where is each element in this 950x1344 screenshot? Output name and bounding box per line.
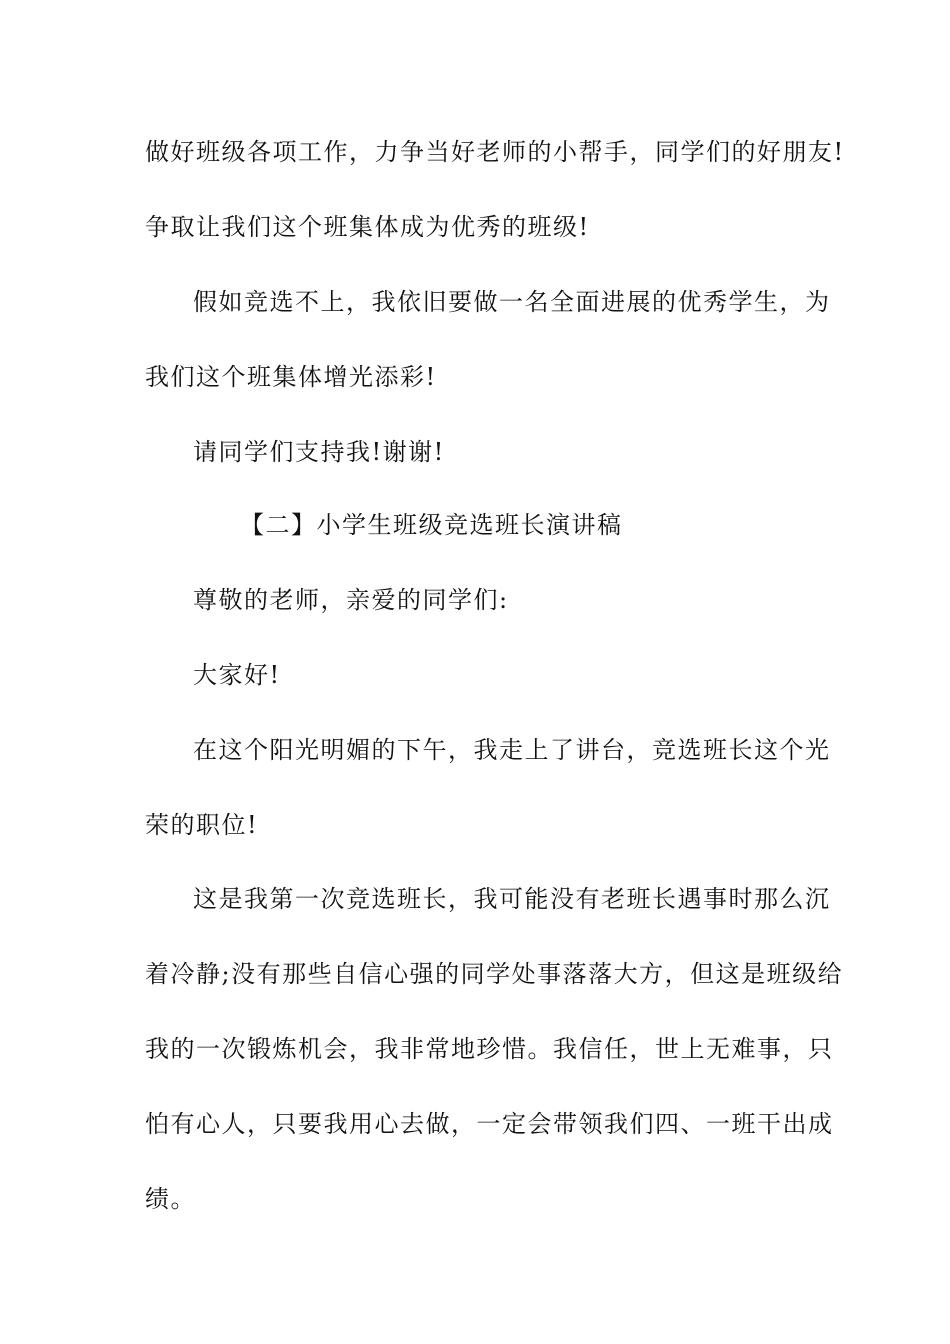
paragraph-line: 我的一次锻炼机会，我非常地珍惜。我信任，世上无难事，只 (145, 1035, 834, 1063)
paragraph-line: 做好班级各项工作，力争当好老师的小帮手，同学们的好朋友! (145, 138, 845, 166)
paragraph-line: 争取让我们这个班集体成为优秀的班级! (145, 213, 590, 241)
greeting: 大家好! (193, 661, 281, 689)
paragraph-line: 绩。 (145, 1185, 196, 1213)
paragraph-line: 这是我第一次竞选班长，我可能没有老班长遇事时那么沉 (193, 885, 831, 913)
section-heading: 【二】小学生班级竞选班长演讲稿 (240, 511, 623, 539)
paragraph-line: 在这个阳光明媚的下午，我走上了讲台，竞选班长这个光 (193, 736, 831, 764)
paragraph-line: 假如竞选不上，我依旧要做一名全面进展的优秀学生，为 (193, 288, 831, 316)
paragraph-line: 着冷静;没有那些自信心强的同学处事落落大方，但这是班级给 (145, 960, 844, 988)
paragraph-line: 我们这个班集体增光添彩! (145, 363, 437, 391)
paragraph-line: 怕有心人，只要我用心去做，一定会带领我们四、一班干出成 (145, 1110, 834, 1138)
salutation: 尊敬的老师，亲爱的同学们: (193, 586, 509, 614)
paragraph-line: 荣的职位! (145, 811, 259, 839)
paragraph-line: 请同学们支持我!谢谢! (193, 438, 445, 466)
